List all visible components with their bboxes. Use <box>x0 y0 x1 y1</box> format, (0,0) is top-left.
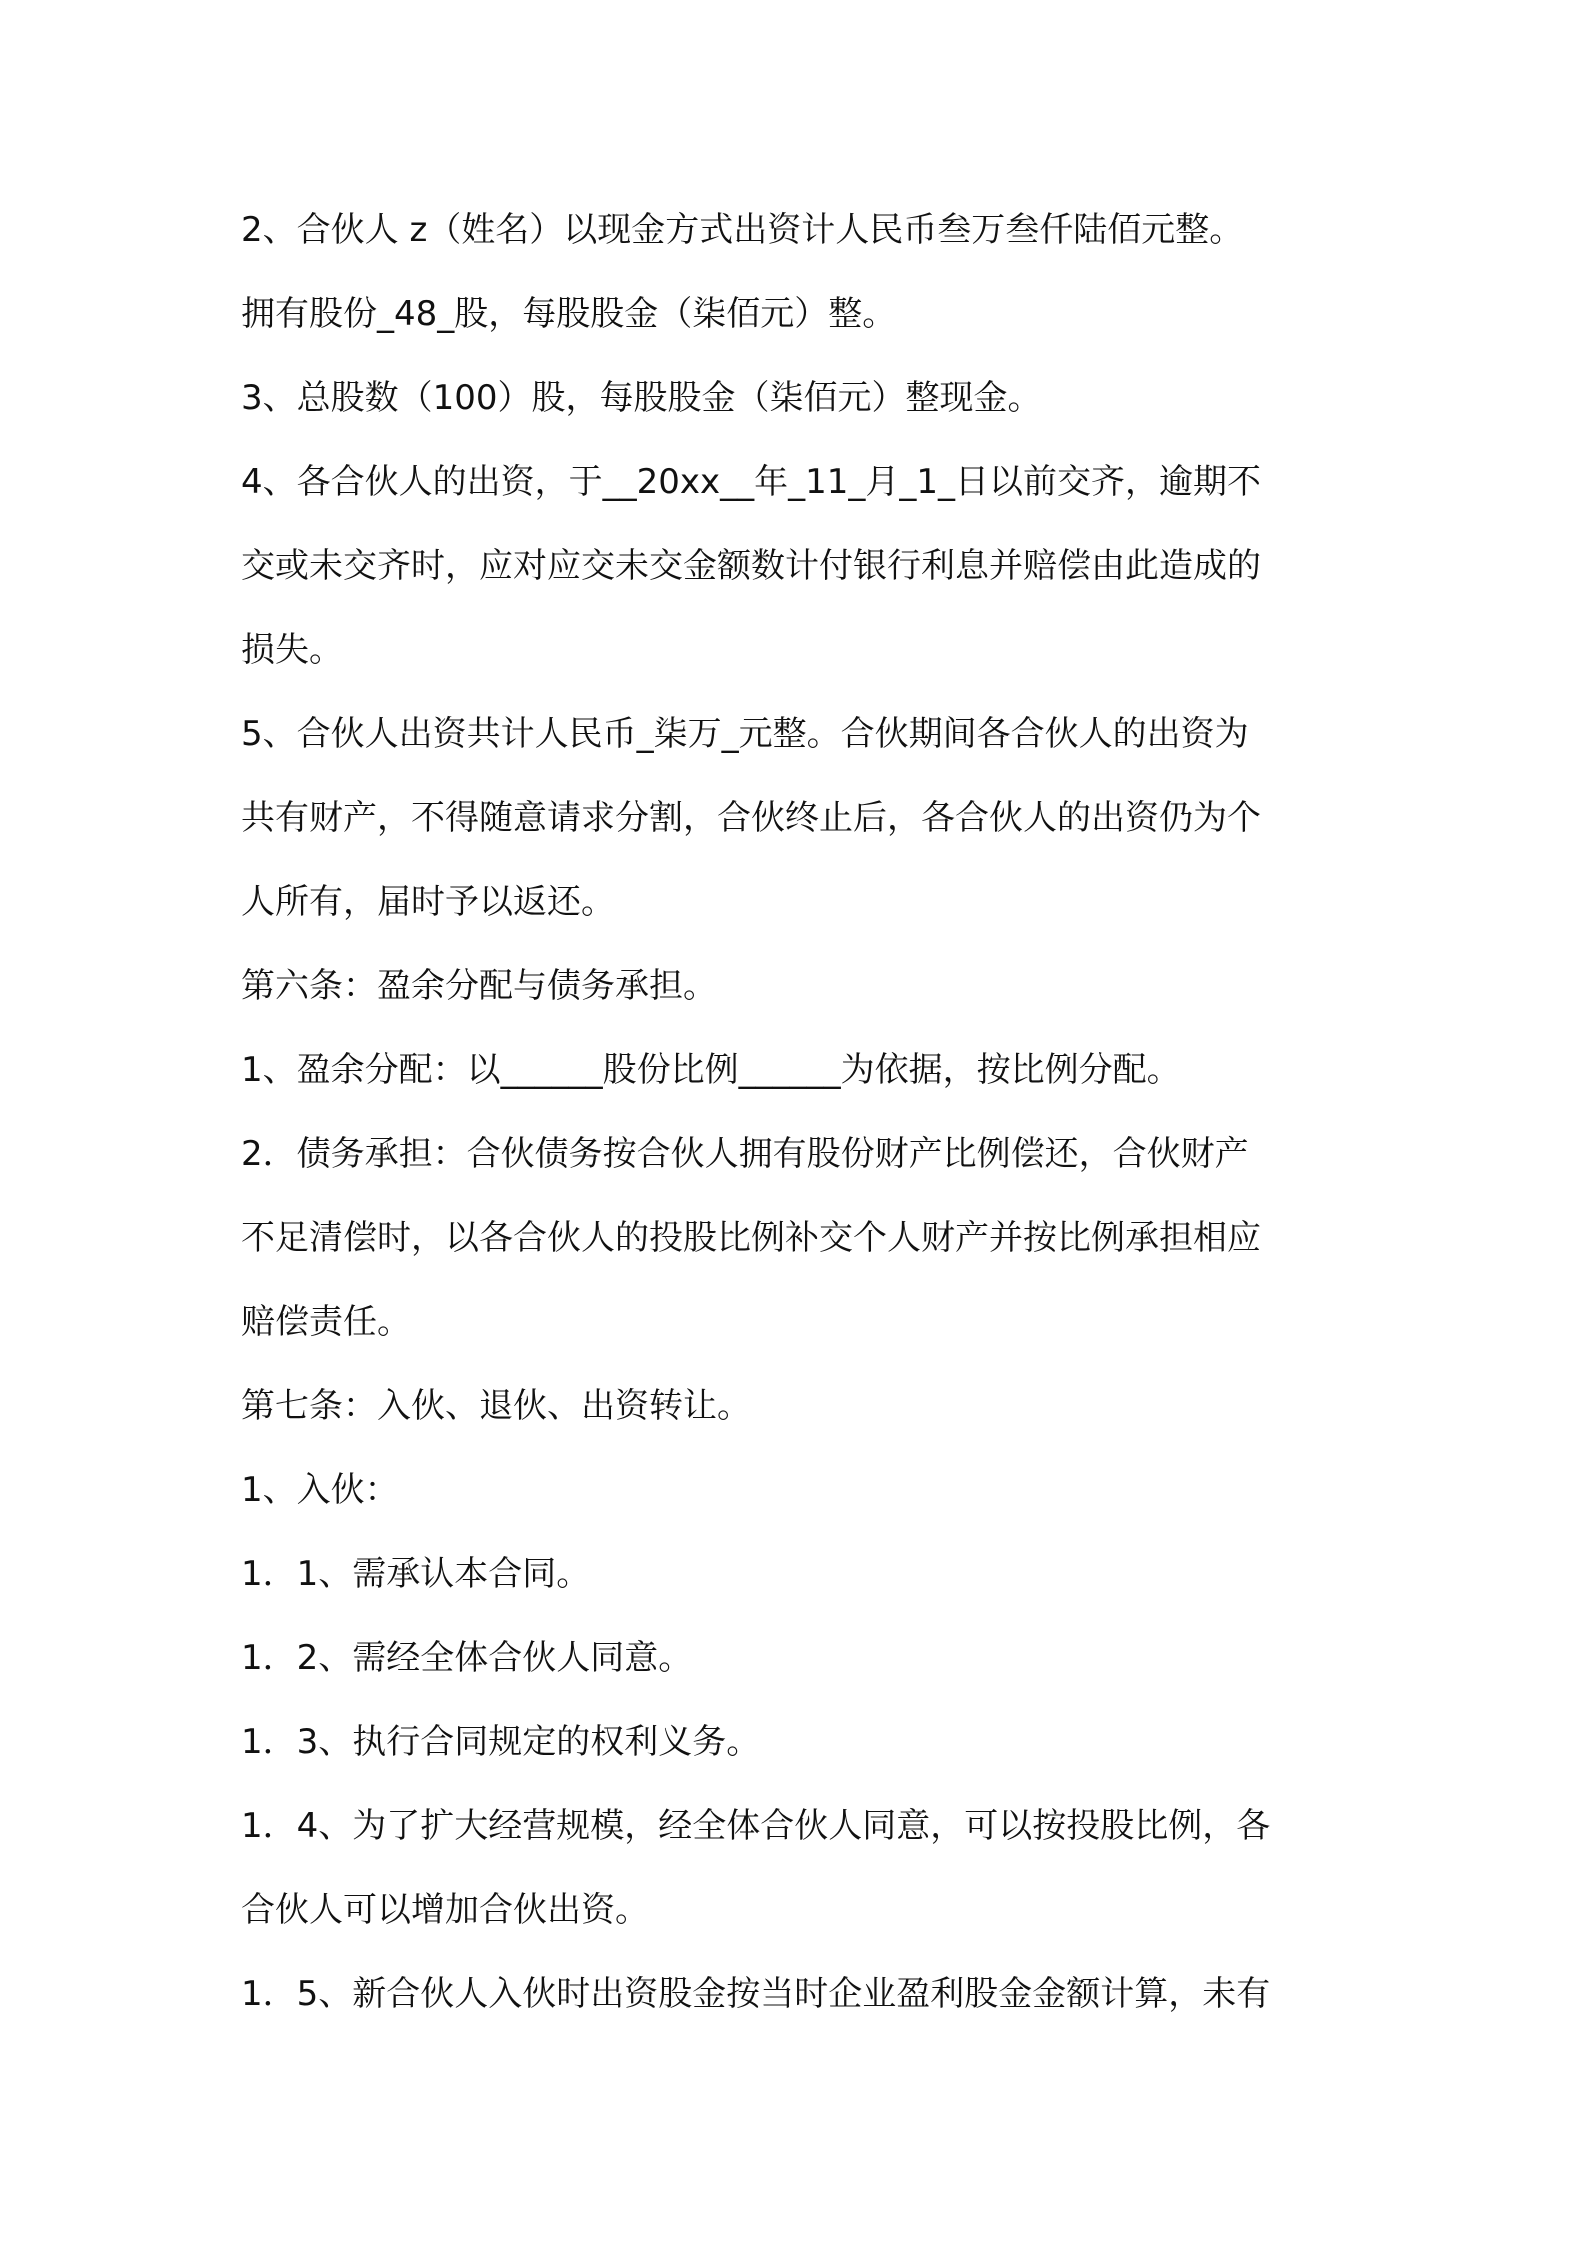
paragraph-line: 赔偿责任。 <box>241 1302 411 1342</box>
paragraph-line: 1．1、需承认本合同。 <box>241 1554 591 1594</box>
paragraph-line: 2．债务承担：合伙债务按合伙人拥有股份财产比例偿还，合伙财产 <box>241 1134 1249 1174</box>
paragraph-line: 共有财产，不得随意请求分割，合伙终止后，各合伙人的出资仍为个 <box>241 798 1261 838</box>
paragraph-line: 1．4、为了扩大经营规模，经全体合伙人同意，可以按投股比例，各 <box>241 1806 1271 1846</box>
paragraph-line: 1．2、需经全体合伙人同意。 <box>241 1638 693 1678</box>
paragraph-line: 人所有，届时予以返还。 <box>241 882 615 922</box>
paragraph-line: 拥有股份_48_股，每股股金（柒佰元）整。 <box>241 294 897 334</box>
paragraph-line: 5、合伙人出资共计人民币_柒万_元整。合伙期间各合伙人的出资为 <box>241 714 1249 754</box>
paragraph-line: 1．3、执行合同规定的权利义务。 <box>241 1722 761 1762</box>
paragraph-line: 损失。 <box>241 630 343 670</box>
paragraph-line: 交或未交齐时，应对应交未交金额数计付银行利息并赔偿由此造成的 <box>241 546 1261 586</box>
paragraph-line: 1、盈余分配：以______股份比例______为依据，按比例分配。 <box>241 1050 1181 1090</box>
section-heading: 第六条：盈余分配与债务承担。 <box>241 966 717 1006</box>
paragraph-line: 2、合伙人 z（姓名）以现金方式出资计人民币叁万叁仟陆佰元整。 <box>241 210 1244 250</box>
paragraph-line: 不足清偿时，以各合伙人的投股比例补交个人财产并按比例承担相应 <box>241 1218 1261 1258</box>
paragraph-line: 3、总股数（100）股，每股股金（柒佰元）整现金。 <box>241 378 1042 418</box>
section-heading: 第七条：入伙、退伙、出资转让。 <box>241 1386 751 1426</box>
paragraph-line: 1、入伙： <box>241 1470 399 1510</box>
paragraph-line: 1．5、新合伙人入伙时出资股金按当时企业盈利股金金额计算，未有 <box>241 1974 1271 2014</box>
paragraph-line: 合伙人可以增加合伙出资。 <box>241 1890 649 1930</box>
paragraph-line: 4、各合伙人的出资，于__20xx__年_11_月_1_日以前交齐，逾期不 <box>241 462 1262 502</box>
